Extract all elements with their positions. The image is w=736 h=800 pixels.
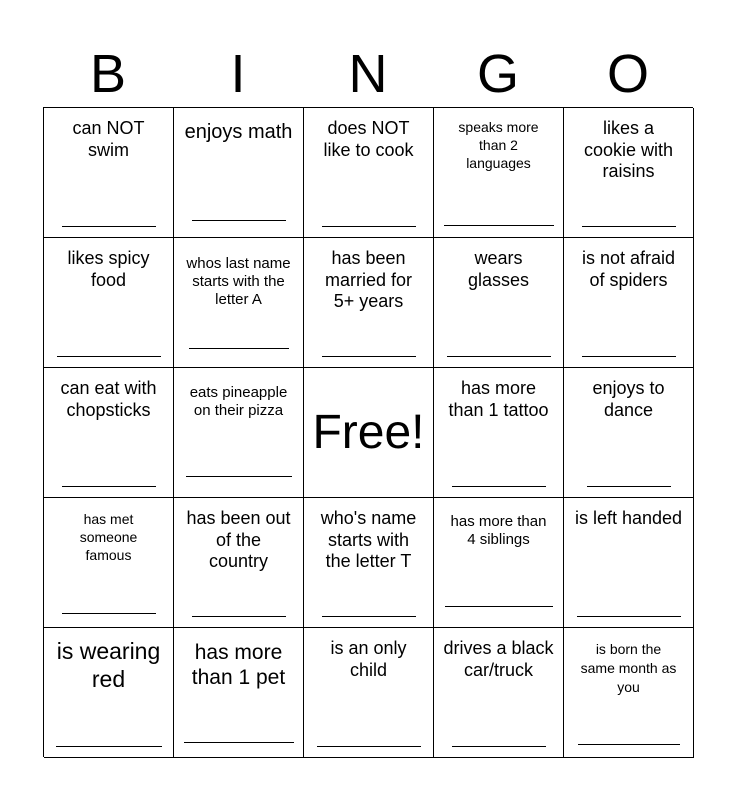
bingo-cell[interactable] bbox=[434, 628, 564, 758]
cell-text: can eat with chopsticks bbox=[60, 378, 157, 420]
bingo-cell[interactable] bbox=[564, 238, 694, 368]
header-letter-o: O bbox=[606, 44, 649, 104]
bingo-cell[interactable] bbox=[174, 628, 304, 758]
cell-text: has more than 1 tattoo bbox=[448, 378, 549, 420]
signature-line bbox=[192, 616, 286, 617]
cell-text: does NOT like to cook bbox=[323, 118, 414, 160]
header-letter-b: B bbox=[89, 44, 127, 104]
header-letter-n: N bbox=[348, 44, 388, 104]
bingo-cell[interactable] bbox=[434, 368, 564, 498]
cell-text: is left handed bbox=[574, 508, 683, 528]
signature-line bbox=[62, 613, 156, 614]
bingo-cell[interactable] bbox=[174, 108, 304, 238]
cell-text: who's name starts with the letter T bbox=[320, 508, 417, 572]
signature-line bbox=[452, 486, 546, 487]
signature-line bbox=[322, 226, 416, 227]
free-space-label: Free! bbox=[312, 405, 425, 459]
signature-line bbox=[445, 606, 553, 607]
bingo-cell[interactable] bbox=[174, 238, 304, 368]
cell-text: enjoys math bbox=[184, 121, 293, 143]
signature-line bbox=[62, 226, 156, 227]
cell-text: has met someone famous bbox=[79, 511, 138, 564]
bingo-cell[interactable] bbox=[564, 498, 694, 628]
cell-text: likes spicy food bbox=[67, 248, 150, 290]
cell-text: is wearing red bbox=[56, 638, 161, 692]
signature-line bbox=[444, 225, 554, 226]
signature-line bbox=[577, 616, 681, 617]
cell-text: is born the same month as you bbox=[580, 641, 677, 695]
header-letter-g: G bbox=[476, 44, 519, 104]
bingo-cell[interactable] bbox=[564, 108, 694, 238]
bingo-cell[interactable] bbox=[174, 498, 304, 628]
bingo-cell[interactable] bbox=[44, 628, 174, 758]
bingo-cell[interactable] bbox=[304, 628, 434, 758]
cell-text: likes a cookie with raisins bbox=[583, 118, 674, 182]
signature-line bbox=[192, 220, 286, 221]
cell-text: speaks more than 2 languages bbox=[458, 119, 539, 172]
cell-text: eats pineapple on their pizza bbox=[189, 384, 288, 419]
signature-line bbox=[56, 746, 162, 747]
signature-line bbox=[322, 616, 416, 617]
cell-text: drives a black car/truck bbox=[443, 638, 554, 680]
signature-line bbox=[582, 226, 676, 227]
bingo-cell[interactable] bbox=[304, 108, 434, 238]
bingo-cell[interactable] bbox=[564, 628, 694, 758]
cell-text: whos last name starts with the letter A bbox=[186, 255, 291, 308]
signature-line bbox=[62, 486, 156, 487]
cell-text: can NOT swim bbox=[72, 118, 145, 160]
free-space[interactable] bbox=[304, 368, 434, 498]
bingo-cell[interactable] bbox=[304, 498, 434, 628]
cell-text: has been out of the country bbox=[186, 508, 291, 572]
header-letter-i: I bbox=[230, 44, 246, 104]
bingo-cell[interactable] bbox=[44, 368, 174, 498]
signature-line bbox=[57, 356, 161, 357]
cell-text: is not afraid of spiders bbox=[581, 248, 676, 290]
bingo-cell[interactable] bbox=[434, 238, 564, 368]
signature-line bbox=[322, 356, 416, 357]
signature-line bbox=[189, 348, 289, 349]
bingo-cell[interactable] bbox=[434, 108, 564, 238]
cell-text: has more than 1 pet bbox=[191, 641, 286, 690]
signature-line bbox=[184, 742, 294, 743]
signature-line bbox=[587, 486, 671, 487]
bingo-cell[interactable] bbox=[564, 368, 694, 498]
bingo-cell[interactable] bbox=[174, 368, 304, 498]
bingo-cell[interactable] bbox=[434, 498, 564, 628]
cell-text: has been married for 5+ years bbox=[324, 248, 413, 312]
signature-line bbox=[582, 356, 676, 357]
cell-text: is an only child bbox=[330, 638, 407, 680]
bingo-cell[interactable] bbox=[304, 238, 434, 368]
bingo-header bbox=[43, 40, 693, 108]
signature-line bbox=[186, 476, 292, 477]
bingo-cell[interactable] bbox=[44, 108, 174, 238]
bingo-cell[interactable] bbox=[44, 238, 174, 368]
bingo-grid bbox=[43, 107, 693, 757]
signature-line bbox=[317, 746, 421, 747]
signature-line bbox=[452, 746, 546, 747]
cell-text: has more than 4 siblings bbox=[450, 513, 547, 548]
bingo-cell[interactable] bbox=[44, 498, 174, 628]
signature-line bbox=[578, 744, 680, 745]
signature-line bbox=[447, 356, 551, 357]
cell-text: enjoys to dance bbox=[592, 378, 665, 420]
cell-text: wears glasses bbox=[467, 248, 530, 290]
